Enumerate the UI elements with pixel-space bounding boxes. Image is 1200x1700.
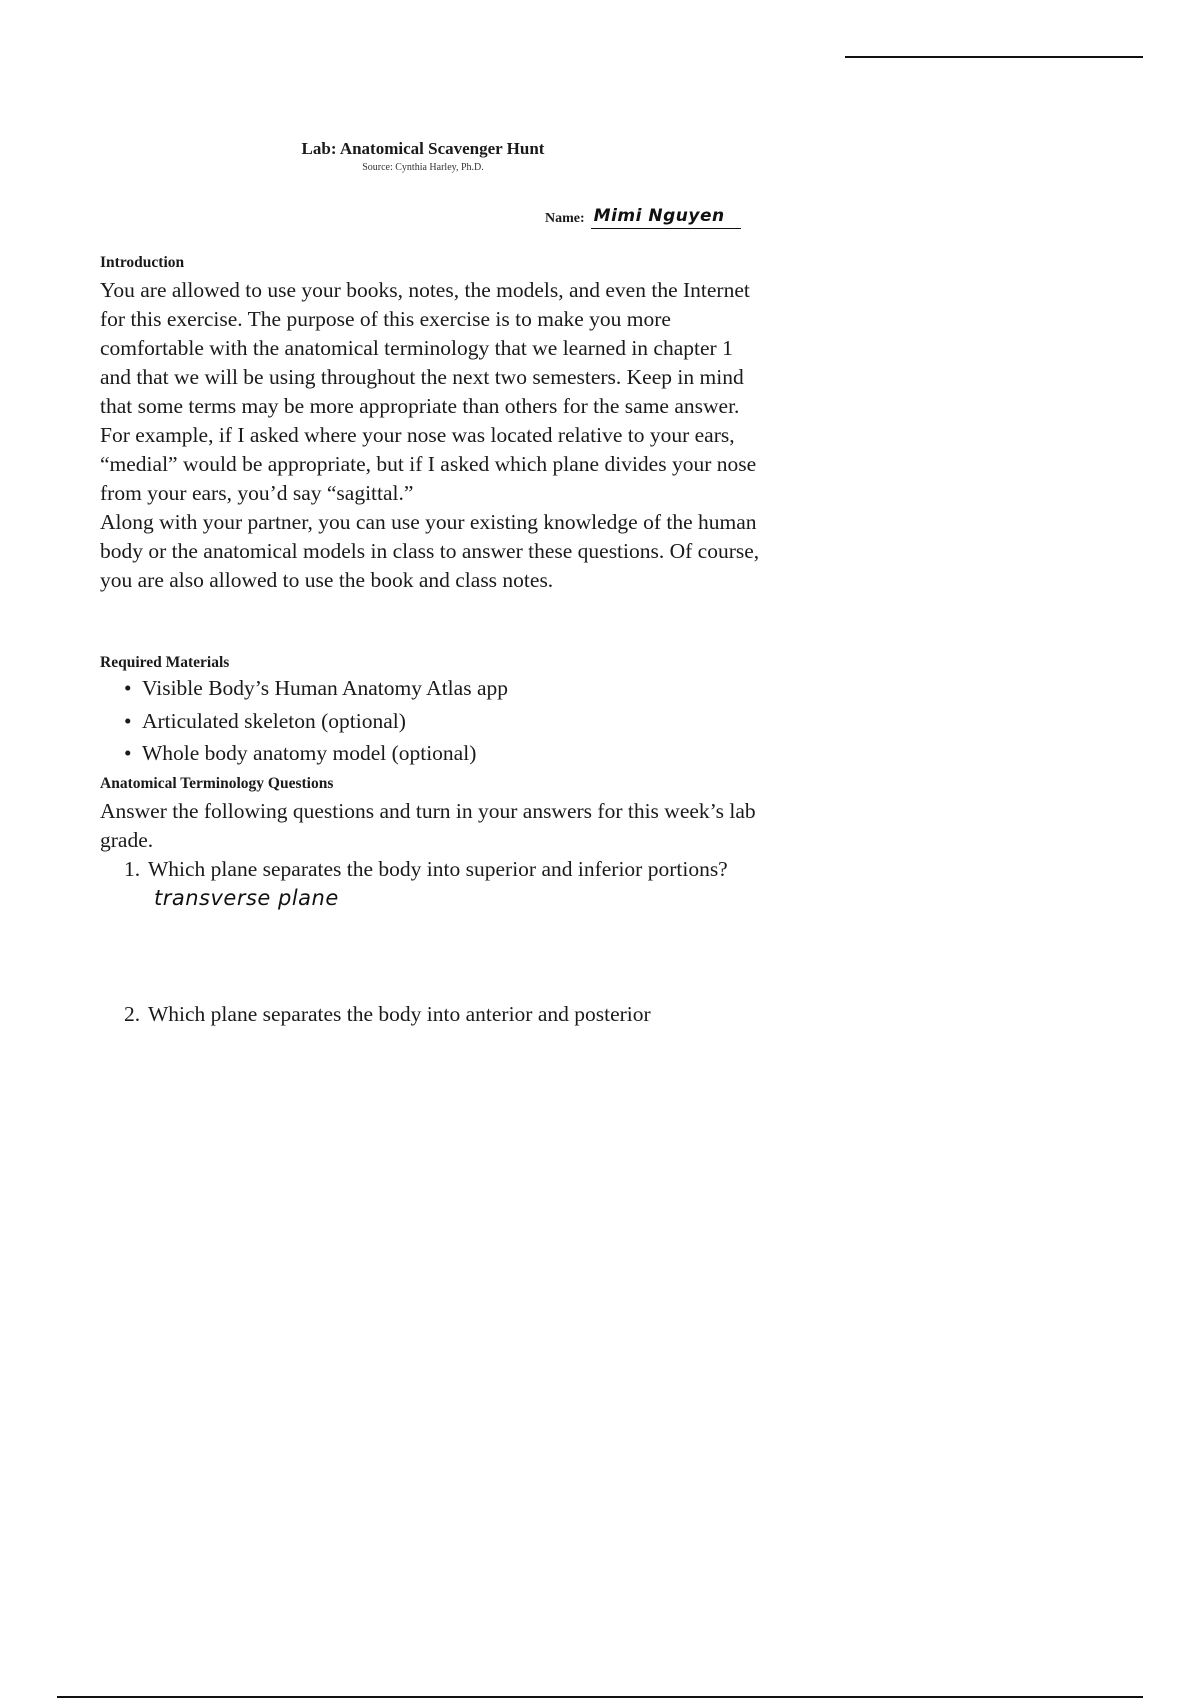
question-handwritten-answer[interactable]: transverse plane (154, 886, 339, 910)
question-number: 2. (124, 1002, 141, 1026)
introduction-heading: Introduction (100, 254, 185, 271)
question-text: Which plane separates the body into anterior and posterior (148, 1002, 651, 1026)
name-line[interactable] (591, 204, 741, 229)
bullet-icon: • (124, 708, 132, 733)
questions-heading: Anatomical Terminology Questions (100, 775, 334, 792)
bullet-icon: • (124, 741, 132, 765)
question-number: 1. (124, 857, 141, 881)
materials-list (124, 672, 508, 770)
document-title: Lab: Anatomical Scavenger Hunt (301, 139, 545, 158)
questions-intro: Answer the following questions and turn in your answers for this week’s lab grade. (100, 799, 756, 852)
name-field[interactable] (545, 203, 741, 229)
question-1 (124, 855, 764, 913)
material-label: Visible Body’s Human Anatomy Atlas app (142, 676, 508, 700)
top-rule (845, 56, 1143, 58)
question-2 (124, 1000, 764, 1029)
name-handwritten-value: Mimi Nguyen (593, 206, 725, 226)
introduction-body (100, 276, 760, 595)
question-text-wrap (124, 855, 764, 913)
question-text: Which plane separates the body into superior and inferior portions? (148, 857, 728, 881)
material-label: Articulated skeleton (optional) (142, 708, 406, 733)
bullet-icon: • (124, 676, 132, 700)
bottom-rule (57, 1696, 1143, 1698)
document-source: Source: Cynthia Harley, Ph.D. (362, 162, 484, 173)
introduction-paragraph-1: You are allowed to use your books, notes, the models, and even the Internet for this exercise. The purpose of this exercise is to make you more comfortable with the anatomical terminology that we learned in chapter 1 and that we will be using throughout the next two semesters. Keep in mind that some terms may be more appropriate than others for the same answer. For example, if I asked where your nose was located relative to your ears, “medial” would be appropriate, but if I asked which plane divides your nose from your ears, you’d say “sagittal.” (100, 278, 757, 505)
materials-heading: Required Materials (100, 654, 230, 671)
question-text-wrap (124, 1000, 764, 1029)
material-label: Whole body anatomy model (optional) (142, 741, 477, 765)
list-item (124, 737, 508, 770)
introduction-paragraph-2: Along with your partner, you can use your existing knowledge of the human body or the anatomical models in class to answer these questions. Of course, you are also allowed to use the book and class notes. (100, 510, 760, 592)
list-item (124, 705, 508, 738)
name-label: Name: (545, 211, 585, 226)
list-item (124, 672, 508, 705)
